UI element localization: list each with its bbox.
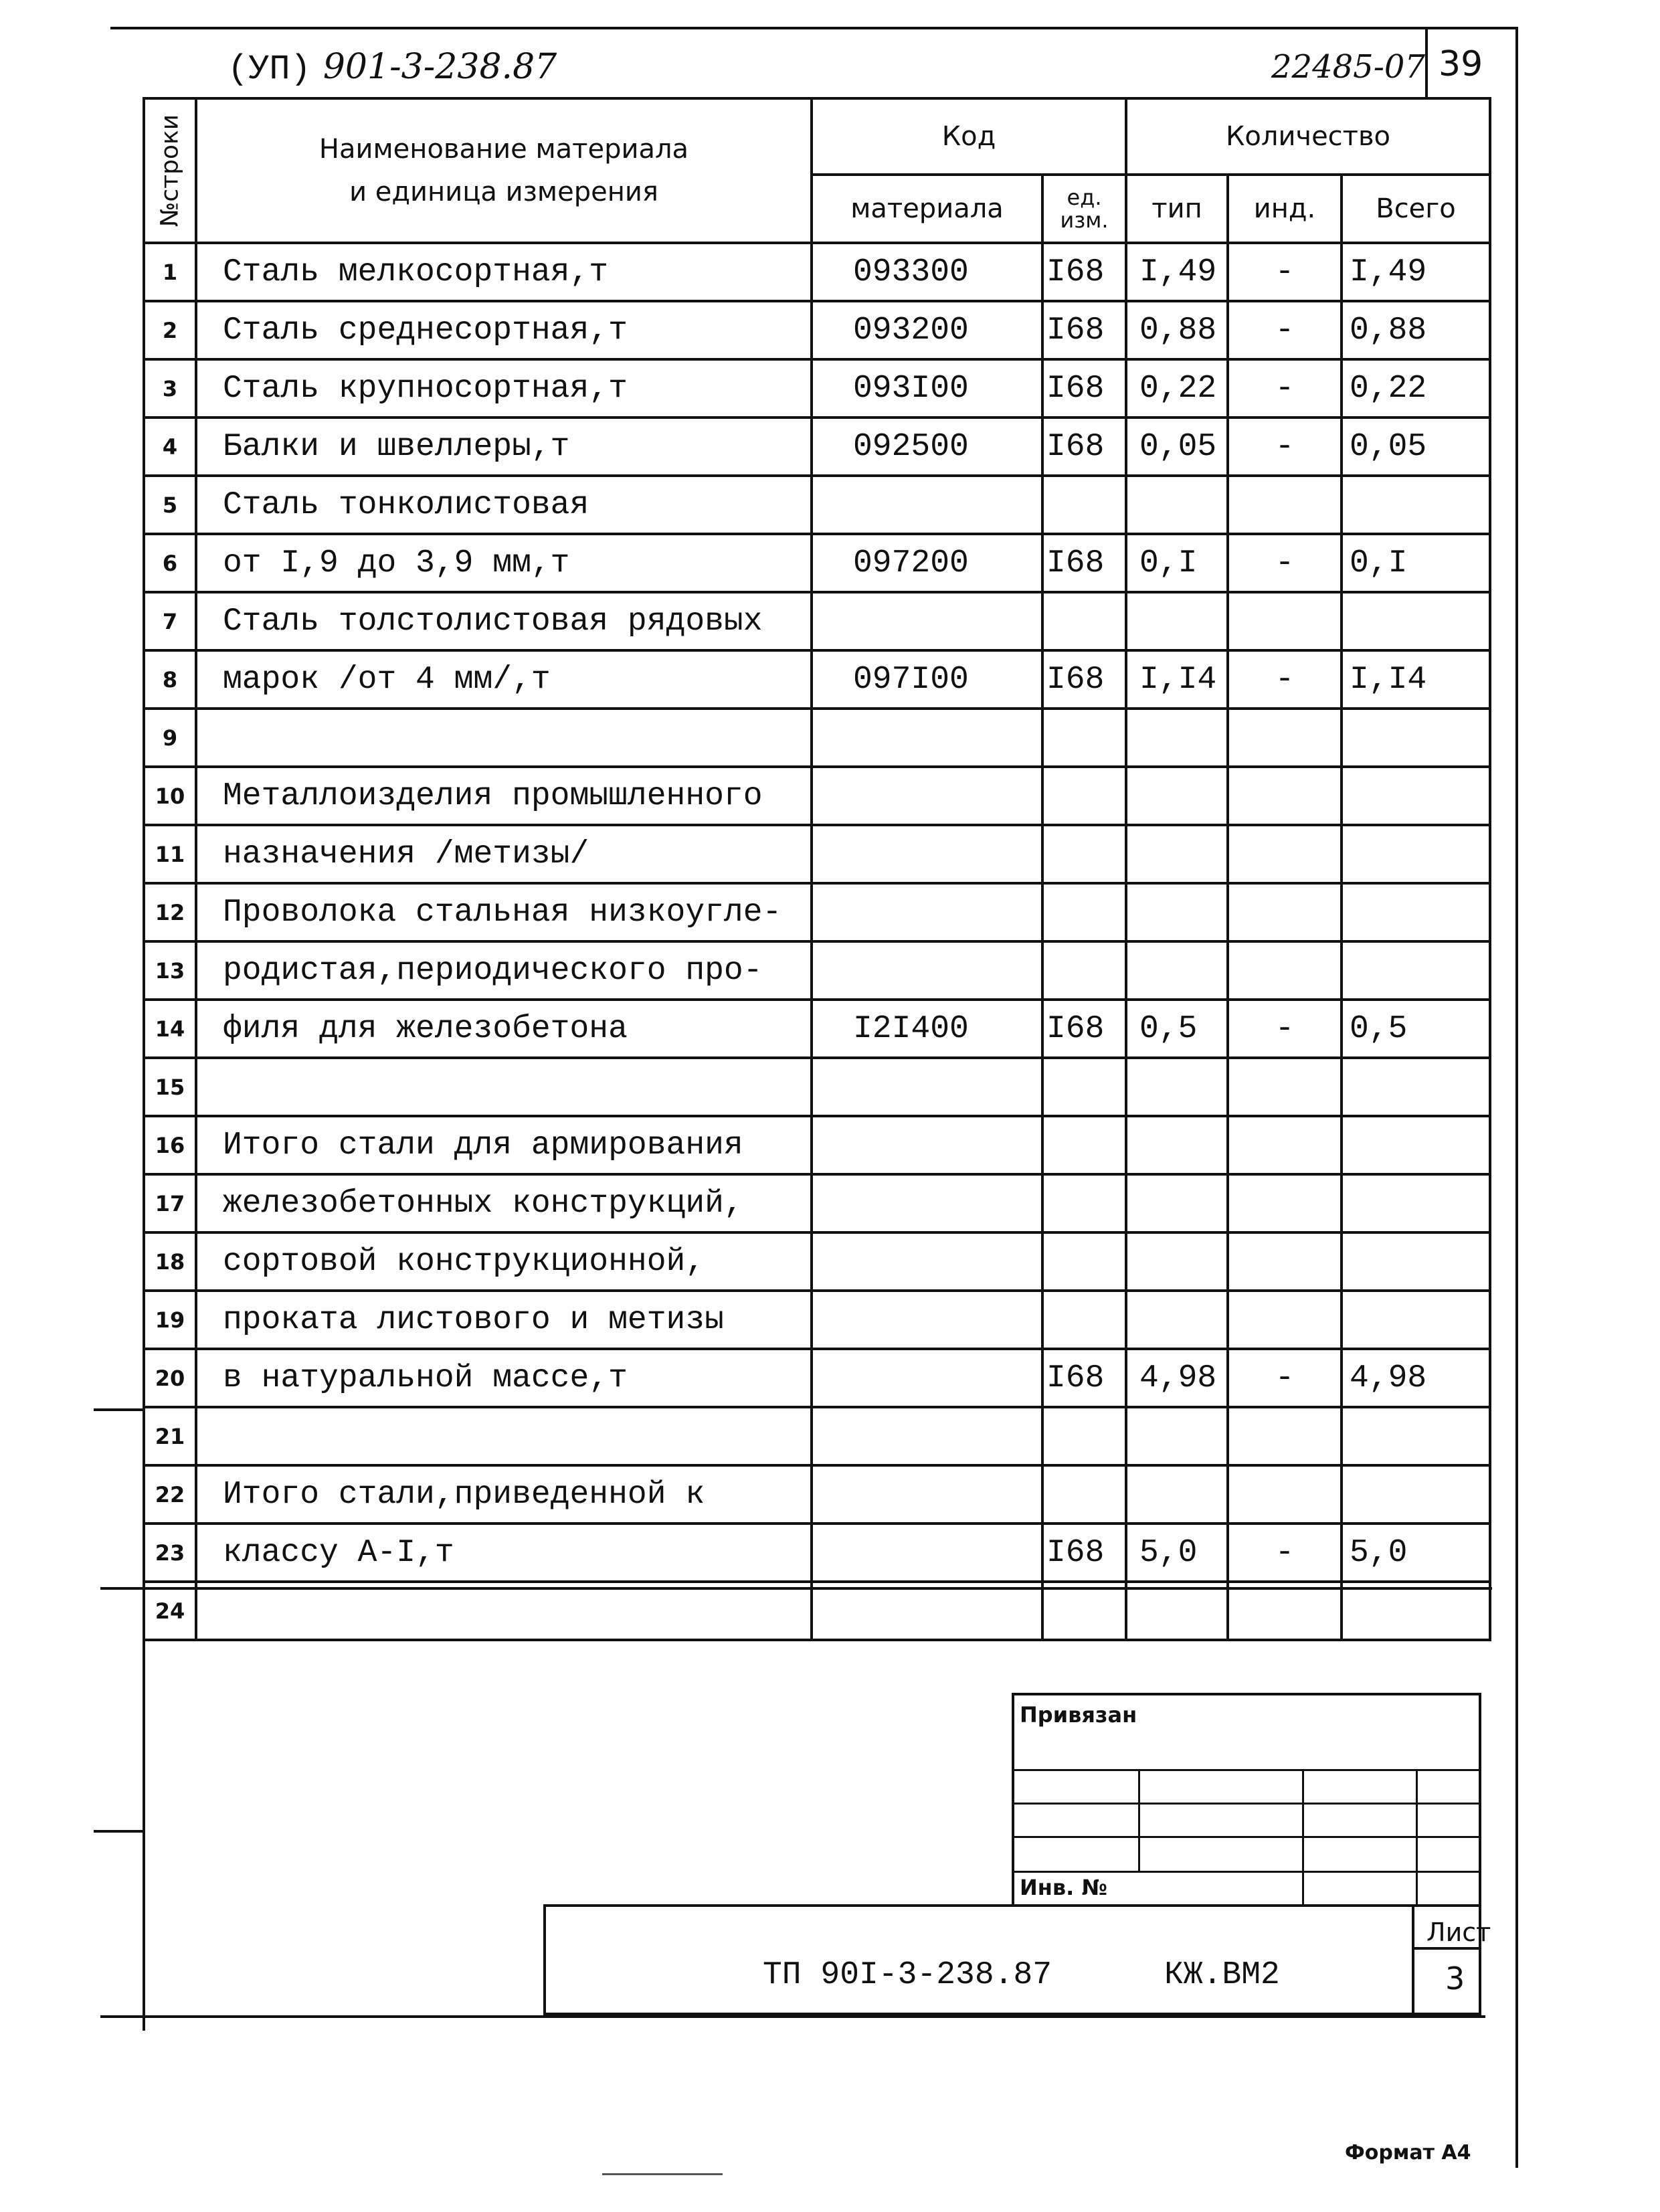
quantity-type: 0,88 — [1126, 301, 1228, 359]
table-row — [144, 650, 1490, 709]
document-mark: КЖ.ВМ2 — [1164, 1957, 1280, 1993]
quantity-total — [1342, 476, 1490, 534]
quantity-total: 0,22 — [1342, 359, 1490, 418]
table-row — [144, 418, 1490, 476]
material-code — [812, 825, 1042, 883]
material-code-header: материала — [812, 175, 1042, 243]
unit-code — [1042, 476, 1126, 534]
quantity-ind: - — [1228, 1000, 1342, 1058]
unit-code — [1042, 592, 1126, 650]
quantity-ind: - — [1228, 1349, 1342, 1407]
unit-code — [1042, 1058, 1126, 1116]
quantity-ind: - — [1228, 243, 1342, 301]
quantity-ind: - — [1228, 359, 1342, 418]
quantity-type: I,I4 — [1126, 650, 1228, 709]
document-code: ТП 90I-3-238.87 — [763, 1957, 1052, 1993]
unit-code: I68 — [1042, 1000, 1126, 1058]
type-header: тип — [1126, 175, 1228, 243]
row-number: 1 — [144, 243, 196, 301]
material-name: Сталь мелкосортная,т — [196, 243, 812, 301]
quantity-type — [1126, 709, 1228, 767]
attachment-row-line — [1014, 1836, 1479, 1838]
quantity-type — [1126, 825, 1228, 883]
unit-code — [1042, 1174, 1126, 1232]
quantity-type — [1126, 767, 1228, 825]
quantity-ind — [1228, 767, 1342, 825]
sheet-cell-rule — [1412, 1947, 1481, 1950]
material-name — [196, 709, 812, 767]
unit-code: I68 — [1042, 1349, 1126, 1407]
unit-code: I68 — [1042, 359, 1126, 418]
quantity-total — [1342, 1116, 1490, 1174]
sheet-number: 39 — [1439, 44, 1483, 84]
material-name: Итого стали,приведенной к — [196, 1465, 812, 1524]
paper-format: Формат А4 — [1345, 2141, 1471, 2164]
material-name: Проволока стальная низкоугле- — [196, 883, 812, 941]
material-code — [812, 1291, 1042, 1349]
quantity-type — [1126, 1291, 1228, 1349]
material-name: от I,9 до 3,9 мм,т — [196, 534, 812, 592]
quantity-ind — [1228, 592, 1342, 650]
quantity-type — [1126, 1058, 1228, 1116]
row-number: 14 — [144, 1000, 196, 1058]
quantity-type: 5,0 — [1126, 1524, 1228, 1582]
quantity-total — [1342, 1291, 1490, 1349]
project-code — [227, 47, 557, 89]
material-code — [812, 1524, 1042, 1582]
material-name: назначения /метизы/ — [196, 825, 812, 883]
quantity-total — [1342, 592, 1490, 650]
quantity-type: I,49 — [1126, 243, 1228, 301]
quantity-type: 0,I — [1126, 534, 1228, 592]
quantity-total: 0,05 — [1342, 418, 1490, 476]
quantity-ind — [1228, 1058, 1342, 1116]
material-code — [812, 1349, 1042, 1407]
quantity-type — [1126, 941, 1228, 1000]
quantity-ind: - — [1228, 534, 1342, 592]
quantity-type — [1126, 1582, 1228, 1640]
attachment-block — [1012, 1693, 1481, 1907]
table-row — [144, 1232, 1490, 1291]
quantity-total — [1342, 1407, 1490, 1465]
material-name — [196, 1582, 812, 1640]
quantity-total — [1342, 883, 1490, 941]
table-row — [144, 883, 1490, 941]
row-number: 5 — [144, 476, 196, 534]
inventory-number: 22485-07 — [1271, 48, 1425, 86]
quantity-type — [1126, 476, 1228, 534]
code-header: Код — [812, 98, 1126, 175]
table-row — [144, 1524, 1490, 1582]
table-row — [144, 301, 1490, 359]
attachment-row-line — [1014, 1803, 1479, 1805]
material-code — [812, 1174, 1042, 1232]
quantity-total — [1342, 1174, 1490, 1232]
margin-tick — [94, 1830, 144, 1833]
quantity-total — [1342, 825, 1490, 883]
row-number: 17 — [144, 1174, 196, 1232]
quantity-total — [1342, 1582, 1490, 1640]
material-name: железобетонных конструкций, — [196, 1174, 812, 1232]
unit-code — [1042, 941, 1126, 1000]
row-number-header: №строки — [144, 98, 196, 243]
unit-code — [1042, 1465, 1126, 1524]
table-row — [144, 709, 1490, 767]
unit-code — [1042, 883, 1126, 941]
scan-mark — [602, 2173, 723, 2175]
table-row — [144, 1465, 1490, 1524]
margin-tick — [94, 1408, 144, 1411]
inventory-label: Инв. № — [1020, 1875, 1107, 1900]
material-name: проката листового и метизы — [196, 1291, 812, 1349]
material-code — [812, 941, 1042, 1000]
row-number: 19 — [144, 1291, 196, 1349]
quantity-type — [1126, 1407, 1228, 1465]
row-number: 24 — [144, 1582, 196, 1640]
quantity-total: 5,0 — [1342, 1524, 1490, 1582]
table-row — [144, 359, 1490, 418]
row-number: 23 — [144, 1524, 196, 1582]
materials-table — [143, 97, 1491, 1641]
material-code — [812, 767, 1042, 825]
material-name: Сталь толстолистовая рядовых — [196, 592, 812, 650]
row-number: 13 — [144, 941, 196, 1000]
material-code — [812, 1407, 1042, 1465]
unit-code: I68 — [1042, 1524, 1126, 1582]
sheet-cell-divider — [1412, 1904, 1414, 2015]
row-number: 7 — [144, 592, 196, 650]
unit-code: I68 — [1042, 301, 1126, 359]
quantity-type — [1126, 883, 1228, 941]
unit-code — [1042, 1232, 1126, 1291]
table-row — [144, 1582, 1490, 1640]
table-row — [144, 1174, 1490, 1232]
unit-code: I68 — [1042, 243, 1126, 301]
row-number: 4 — [144, 418, 196, 476]
material-name: Сталь среднесортная,т — [196, 301, 812, 359]
quantity-type — [1126, 1116, 1228, 1174]
quantity-ind — [1228, 825, 1342, 883]
sheet-label: Лист — [1426, 1918, 1491, 1947]
unit-code — [1042, 1582, 1126, 1640]
attachment-row-line — [1014, 1871, 1479, 1873]
table-row — [144, 767, 1490, 825]
material-code: 093200 — [812, 301, 1042, 359]
quantity-ind — [1228, 883, 1342, 941]
material-code — [812, 1116, 1042, 1174]
quantity-ind — [1228, 1116, 1342, 1174]
quantity-total — [1342, 1232, 1490, 1291]
quantity-total — [1342, 941, 1490, 1000]
quantity-total — [1342, 767, 1490, 825]
material-code — [812, 883, 1042, 941]
right-border — [1515, 27, 1518, 2168]
quantity-ind — [1228, 1174, 1342, 1232]
row-number: 20 — [144, 1349, 196, 1407]
material-name: филя для железобетона — [196, 1000, 812, 1058]
row-number: 2 — [144, 301, 196, 359]
table-row — [144, 476, 1490, 534]
quantity-ind: - — [1228, 1524, 1342, 1582]
material-name: родистая,периодического про- — [196, 941, 812, 1000]
sheet-number-divider — [1425, 27, 1428, 97]
table-row — [144, 592, 1490, 650]
material-name: марок /от 4 мм/,т — [196, 650, 812, 709]
quantity-total: I,49 — [1342, 243, 1490, 301]
quantity-total — [1342, 709, 1490, 767]
row-number: 6 — [144, 534, 196, 592]
quantity-ind: - — [1228, 650, 1342, 709]
material-name: Балки и швеллеры,т — [196, 418, 812, 476]
table-row — [144, 534, 1490, 592]
row-number: 3 — [144, 359, 196, 418]
table-row — [144, 243, 1490, 301]
quantity-ind — [1228, 476, 1342, 534]
material-code: 093300 — [812, 243, 1042, 301]
material-name: Металлоизделия промышленного — [196, 767, 812, 825]
unit-header: ед. изм. — [1042, 175, 1126, 243]
table-row — [144, 1058, 1490, 1116]
quantity-total: I,I4 — [1342, 650, 1490, 709]
row-number: 11 — [144, 825, 196, 883]
quantity-ind: - — [1228, 418, 1342, 476]
attachment-col-line — [1302, 1769, 1304, 1907]
quantity-total: 0,I — [1342, 534, 1490, 592]
quantity-total: 0,5 — [1342, 1000, 1490, 1058]
quantity-total: 0,88 — [1342, 301, 1490, 359]
table-bottom-rule — [100, 1587, 1492, 1590]
row-number: 16 — [144, 1116, 196, 1174]
quantity-ind — [1228, 1407, 1342, 1465]
row-number: 10 — [144, 767, 196, 825]
attachment-col-line — [1416, 1769, 1418, 1907]
material-name — [196, 1407, 812, 1465]
material-code — [812, 1465, 1042, 1524]
unit-code — [1042, 767, 1126, 825]
material-code — [812, 1232, 1042, 1291]
row-number: 12 — [144, 883, 196, 941]
quantity-type — [1126, 1465, 1228, 1524]
material-code — [812, 1582, 1042, 1640]
quantity-total — [1342, 1465, 1490, 1524]
row-number: 22 — [144, 1465, 196, 1524]
row-number: 9 — [144, 709, 196, 767]
quantity-ind — [1228, 1582, 1342, 1640]
material-name: Сталь тонколистовая — [196, 476, 812, 534]
quantity-type: 0,05 — [1126, 418, 1228, 476]
top-border — [110, 27, 1515, 29]
table-row — [144, 1407, 1490, 1465]
material-name: сортовой конструкционной, — [196, 1232, 812, 1291]
quantity-ind — [1228, 1465, 1342, 1524]
unit-code — [1042, 1116, 1126, 1174]
table-row — [144, 1291, 1490, 1349]
unit-code: I68 — [1042, 534, 1126, 592]
quantity-type: 0,22 — [1126, 359, 1228, 418]
quantity-total — [1342, 1058, 1490, 1116]
row-number: 18 — [144, 1232, 196, 1291]
material-name-header: Наименование материала и единица измерения — [196, 98, 812, 243]
material-code: 097I00 — [812, 650, 1042, 709]
table-row — [144, 941, 1490, 1000]
row-number: 8 — [144, 650, 196, 709]
material-name — [196, 1058, 812, 1116]
unit-code — [1042, 1407, 1126, 1465]
material-code: I2I400 — [812, 1000, 1042, 1058]
bottom-rule — [100, 2015, 1485, 2018]
material-code — [812, 592, 1042, 650]
quantity-type: 4,98 — [1126, 1349, 1228, 1407]
quantity-ind — [1228, 1232, 1342, 1291]
quantity-type — [1126, 592, 1228, 650]
material-name: классу А-I,т — [196, 1524, 812, 1582]
project-code-handwritten: 901-3-238.87 — [322, 47, 557, 87]
attachment-col-line — [1138, 1769, 1140, 1871]
unit-code — [1042, 1291, 1126, 1349]
materials-table-body — [144, 243, 1490, 1640]
quantity-ind — [1228, 1291, 1342, 1349]
quantity-type — [1126, 1232, 1228, 1291]
unit-code: I68 — [1042, 650, 1126, 709]
project-code-prefix: (УП) — [227, 50, 311, 89]
quantity-type — [1126, 1174, 1228, 1232]
material-code: 093I00 — [812, 359, 1042, 418]
total-header: Всего — [1342, 175, 1490, 243]
material-code: 097200 — [812, 534, 1042, 592]
quantity-type: 0,5 — [1126, 1000, 1228, 1058]
quantity-header: Количество — [1126, 98, 1490, 175]
table-row — [144, 1116, 1490, 1174]
sheet-value: 3 — [1445, 1960, 1465, 1997]
table-row — [144, 1349, 1490, 1407]
material-name: Итого стали для армирования — [196, 1116, 812, 1174]
attached-label: Привязан — [1020, 1702, 1137, 1728]
unit-code — [1042, 825, 1126, 883]
unit-code — [1042, 709, 1126, 767]
table-row — [144, 825, 1490, 883]
row-number: 15 — [144, 1058, 196, 1116]
material-code: 092500 — [812, 418, 1042, 476]
row-number: 21 — [144, 1407, 196, 1465]
quantity-ind — [1228, 941, 1342, 1000]
quantity-total: 4,98 — [1342, 1349, 1490, 1407]
unit-code: I68 — [1042, 418, 1126, 476]
quantity-ind — [1228, 709, 1342, 767]
material-code — [812, 709, 1042, 767]
table-row — [144, 1000, 1490, 1058]
quantity-ind: - — [1228, 301, 1342, 359]
material-name: Сталь крупносортная,т — [196, 359, 812, 418]
attachment-row-line — [1014, 1769, 1479, 1771]
material-name: в натуральной массе,т — [196, 1349, 812, 1407]
ind-header: инд. — [1228, 175, 1342, 243]
material-code — [812, 1058, 1042, 1116]
material-code — [812, 476, 1042, 534]
